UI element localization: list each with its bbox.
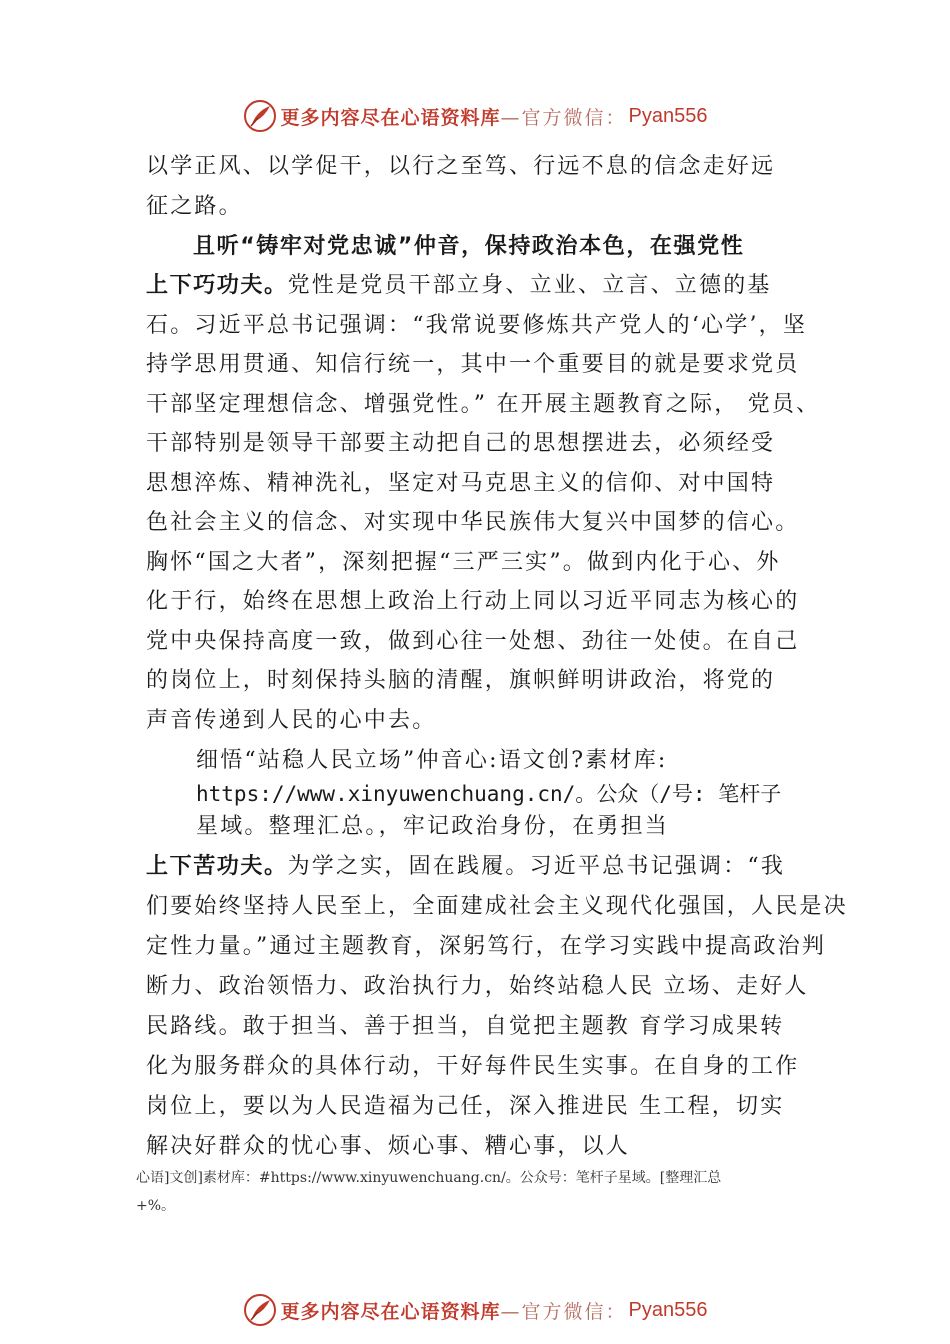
section-heading: 且听“铸牢对党忠诚”仲音，保持政治本色，在强党性 — [193, 234, 745, 259]
header-wechat-id: Pyan556 — [628, 104, 708, 127]
body-line: 石。习近平总书记强调：“我常说要修炼共产党人的‘心学’，坚 — [146, 313, 808, 338]
body-line: 党中央保持高度一致，做到心往一处想、劲往一处使。在自己 — [146, 629, 800, 654]
body-line: 征之路。 — [146, 194, 243, 219]
footer-wechat-id: Pyan556 — [628, 1298, 708, 1321]
section-heading-end: 上下巧功夫。 — [146, 273, 288, 298]
footer-official-label: —官方微信： — [500, 1300, 627, 1323]
body-text: 为学之实，固在践履。习近平总书记强调：“我 — [287, 854, 786, 879]
body-line: 们要始终坚持人民至上，全面建成社会主义现代化强国，人民是决 — [146, 894, 848, 919]
body-line: 色社会主义的信念、对实现中华民族伟大复兴中国梦的信心。 — [146, 510, 800, 535]
body-line: 声音传递到人民的心中去。 — [146, 708, 437, 733]
section-heading-end: 上下苦功夫。 — [146, 854, 288, 879]
body-line: 胸怀“国之大者”，深刻把握“三严三实”。做到内化于心、外 — [146, 550, 781, 575]
body-line: 岗位上，要以为人民造福为己任，深入推进民 生工程，切实 — [146, 1094, 785, 1119]
body-text: 党性是党员干部立身、立业、立言、立德的基 — [287, 273, 772, 298]
body-line: 干部特别是领导干部要主动把自己的思想摆进去，必须经受 — [146, 431, 776, 456]
footnote-line: +%。 — [136, 1198, 176, 1214]
header-official-label: —官方微信： — [500, 106, 627, 129]
body-line-url: https://www.xinyuwenchuang.cn/。公众（/号: 笔杆子 — [196, 782, 782, 806]
header-banner — [0, 96, 950, 136]
header-brand-text: 更多内容尽在心语资料库 — [280, 106, 501, 129]
footer-banner — [0, 1290, 950, 1330]
quill-pen-icon — [243, 1293, 277, 1327]
body-line: 思想淬炼、精神洗礼，坚定对马克思主义的信仰、对中国特 — [146, 471, 776, 496]
body-line — [146, 847, 785, 887]
body-line: 持学思用贯通、知信行统一，其中一个重要目的就是要求党员 — [146, 352, 800, 377]
body-line: 的岗位上，时刻保持头脑的清醒，旗帜鲜明讲政治，将党的 — [146, 668, 776, 693]
body-line: 定性力量。”通过主题教育，深躬笃行，在学习实践中提高政治判 — [146, 934, 827, 959]
footer-brand-text: 更多内容尽在心语资料库 — [280, 1300, 501, 1323]
body-line: 细悟“站稳人民立场”仲音心:语文创?素材库: — [196, 748, 668, 773]
body-line: 化于行，始终在思想上政治上行动上同以习近平同志为核心的 — [146, 589, 800, 614]
body-line: 化为服务群众的具体行动，干好每件民生实事。在自身的工作 — [146, 1054, 800, 1079]
body-line: 断力、政治领悟力、政治执行力，始终站稳人民 立场、走好人 — [146, 974, 809, 999]
body-line: 星域。整理汇总。，牢记政治身份，在勇担当 — [196, 814, 670, 839]
quill-pen-icon — [243, 99, 277, 133]
body-line — [146, 266, 772, 306]
body-line: 解决好群众的忧心事、烦心事、糟心事，以人 — [146, 1134, 631, 1159]
body-line: 民路线。敢于担当、善于担当，自觉把主题教 育学习成果转 — [146, 1014, 785, 1039]
footnote-line: 心语]文创]素材库：#https://www.xinyuwenchuang.cn/。公众号：笔杆子星域。[整理汇总 — [136, 1170, 722, 1186]
body-line: 以学正风、以学促干，以行之至笃、行远不息的信念走好远 — [146, 154, 776, 179]
body-line: 干部坚定理想信念、增强党性。” 在开展主题教育之际， 党员、 — [146, 392, 821, 417]
